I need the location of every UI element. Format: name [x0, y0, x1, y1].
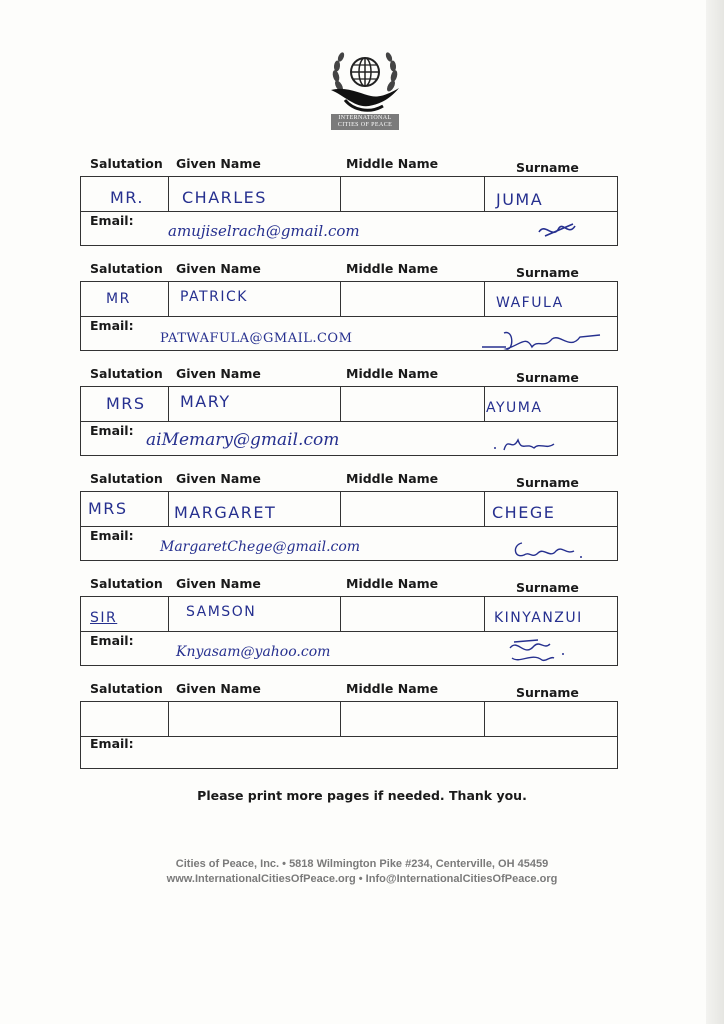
email-label: Email: [90, 213, 134, 228]
header-salutation: Salutation [90, 366, 163, 381]
header-surname: Surname [516, 265, 579, 280]
header-middle-name: Middle Name [346, 471, 439, 486]
name-row [81, 702, 617, 737]
header-salutation: Salutation [90, 471, 163, 486]
header-given-name: Given Name [176, 576, 261, 591]
signature [490, 432, 570, 456]
header-given-name: Given Name [176, 366, 261, 381]
salutation-value: MR [106, 291, 131, 307]
header-surname: Surname [516, 580, 579, 595]
salutation-value: MRS [88, 499, 128, 518]
surname-value: KINYANZUI [494, 610, 583, 626]
column-headers [80, 576, 618, 594]
middle-name-cell[interactable] [340, 492, 485, 526]
salutation-value: MR. [110, 188, 144, 207]
column-headers [80, 366, 618, 384]
header-middle-name: Middle Name [346, 366, 439, 381]
column-headers [80, 261, 618, 279]
email-label: Email: [90, 318, 134, 333]
header-middle-name: Middle Name [346, 681, 439, 696]
footer-contact: www.InternationalCitiesOfPeace.org • Info@InternationalCitiesOfPeace.org [166, 873, 558, 885]
header-surname: Surname [516, 685, 579, 700]
paper-edge-shadow [706, 0, 724, 1024]
header-middle-name: Middle Name [346, 156, 439, 171]
middle-name-cell[interactable] [340, 282, 485, 316]
email-value: MargaretChege@gmail.com [160, 539, 361, 555]
header-surname: Surname [516, 475, 579, 490]
surname-value: WAFULA [496, 295, 564, 311]
signature [504, 634, 584, 668]
header-given-name: Given Name [176, 681, 261, 696]
given-name-value: MARY [180, 392, 231, 411]
column-headers [80, 471, 618, 489]
header-salutation: Salutation [90, 156, 163, 171]
logo-line-2: CITIES OF PEACE [337, 122, 393, 128]
email-value: aiMemary@gmail.com [146, 430, 340, 450]
print-more-note: Please print more pages if needed. Thank you. [197, 788, 527, 803]
surname-value: CHEGE [492, 503, 556, 522]
email-label: Email: [90, 633, 134, 648]
middle-name-cell[interactable] [340, 702, 485, 736]
email-value: PATWAFULA@GMAIL.COM [160, 331, 353, 346]
header-salutation: Salutation [90, 576, 163, 591]
given-name-value: MARGARET [174, 503, 277, 522]
footer-address: Cities of Peace, Inc. • 5818 Wilmington Pike #234, Centerville, OH 45459 [175, 858, 549, 870]
salutation-value: SIR [90, 610, 118, 626]
organization-logo [325, 46, 405, 138]
header-given-name: Given Name [176, 261, 261, 276]
signature [480, 325, 610, 355]
header-middle-name: Middle Name [346, 576, 439, 591]
header-salutation: Salutation [90, 261, 163, 276]
given-name-value: SAMSON [186, 604, 257, 620]
signature [510, 537, 590, 563]
salutation-value: MRS [106, 394, 146, 413]
salutation-cell[interactable] [81, 702, 169, 736]
header-given-name: Given Name [176, 471, 261, 486]
surname-value: AYUMA [486, 400, 543, 416]
middle-name-cell[interactable] [340, 177, 485, 211]
surname-value: JUMA [496, 190, 544, 209]
header-surname: Surname [516, 370, 579, 385]
email-value: amujiselrach@gmail.com [168, 222, 360, 240]
given-name-value: CHARLES [182, 188, 267, 207]
header-salutation: Salutation [90, 681, 163, 696]
email-label: Email: [90, 423, 134, 438]
signature [535, 218, 581, 242]
entry-grid [80, 701, 618, 769]
column-headers [80, 681, 618, 699]
header-surname: Surname [516, 160, 579, 175]
column-headers [80, 156, 618, 174]
email-label: Email: [90, 528, 134, 543]
email-value: Knyasam@yahoo.com [176, 644, 331, 660]
given-name-cell[interactable] [168, 702, 341, 736]
middle-name-cell[interactable] [340, 387, 485, 421]
middle-name-cell[interactable] [340, 597, 485, 631]
header-middle-name: Middle Name [346, 261, 439, 276]
logo-wordmark [331, 114, 399, 130]
email-label: Email: [90, 736, 134, 751]
header-given-name: Given Name [176, 156, 261, 171]
given-name-value: PATRICK [180, 289, 248, 305]
logo-line-1: INTERNATIONAL [338, 115, 392, 121]
